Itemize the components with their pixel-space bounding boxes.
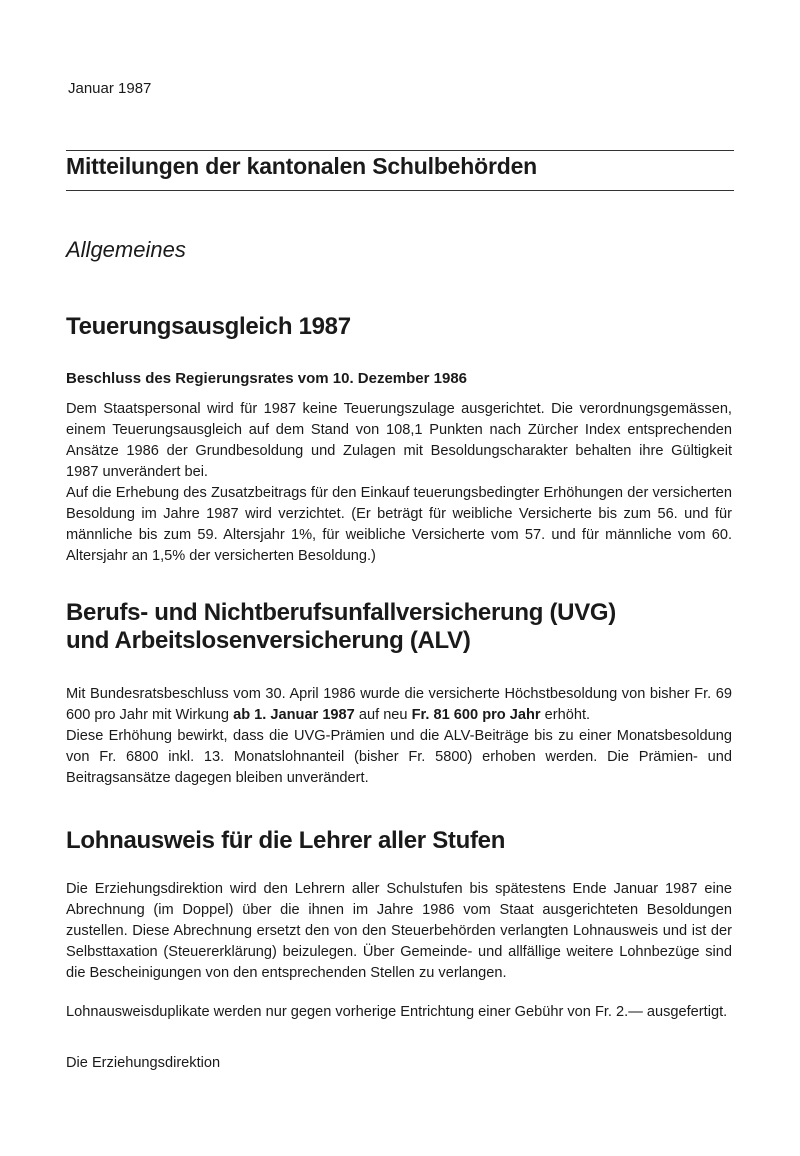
- section1-subheading: Beschluss des Regierungsrates vom 10. Dezember 1986: [66, 370, 468, 387]
- section2-heading-line-2: und Arbeitslosenversicherung (ALV): [66, 627, 471, 654]
- section1-heading: Teuerungsausgleich 1987: [66, 313, 351, 340]
- masthead-rule-top: [66, 150, 734, 151]
- text-run: erhöht.: [540, 707, 591, 723]
- section3-paragraph-1: Die Erziehungsdirektion wird den Lehrern aller Schulstufen bis spätestens Ende Januar 1987 eine Abrechnung (im Doppel) über die ihnen im Jahre 1986 vom Staat ausgerichteten Besoldungen zustellen. Diese Abrechnung ersetzt den von den Steuerbehörden verlangten Lohnausweis und ist der Selbsttaxation (Steuererklärung) beizulegen. Über Gemeinde- und allfällige weitere Lohnbezüge sind die Bescheinigungen von den entsprechenden Stellen zu verlangen.: [66, 881, 732, 981]
- masthead-title: Mitteilungen der kantonalen Schulbehörden: [66, 153, 538, 179]
- section-kicker: Allgemeines: [66, 237, 186, 262]
- section2-paragraph-2: Diese Erhöhung bewirkt, dass die UVG-Prämien und die ALV-Beiträge bis zu einer Monatsbesoldung von Fr. 6800 inkl. 13. Monatslohnanteil (bisher Fr. 5800) erhoben werden. Die Prämien- und Beitragsansätze dagegen bleiben unverändert.: [66, 728, 732, 786]
- section1-paragraph-2: Auf die Erhebung des Zusatzbeitrags für den Einkauf teuerungsbedingter Erhöhungen der versicherten Besoldung im Jahre 1987 wird verzichtet. (Er beträgt für weibliche Versicherte bis zum 56. und für männliche bis zum 59. Altersjahr 1%, für weibliche Versicherte vom 57. und für männliche vom 60. Altersjahr an 1,5% der versicherten Besoldung.): [66, 485, 732, 564]
- text-run: Mit Bundesratsbeschluss vom 30. April 1986 wurde die versicherte Höchstbesoldung von bisher Fr. 69 600 pro Jahr mit Wirkung: [66, 686, 732, 723]
- text-run: auf neu: [354, 707, 412, 723]
- section3-paragraph-2: Lohnausweisduplikate werden nur gegen vorherige Entrichtung einer Gebühr von Fr. 2.— ausgefertigt.: [66, 1004, 728, 1020]
- issue-date: Januar 1987: [68, 80, 152, 97]
- masthead-rule-bottom: [66, 190, 734, 191]
- section2-heading: [66, 599, 616, 655]
- section3-heading: Lohnausweis für die Lehrer aller Stufen: [66, 827, 506, 854]
- section1-paragraph-1: Dem Staatspersonal wird für 1987 keine Teuerungszulage ausgerichtet. Die verordnungsgemässen, einem Teuerungsausgleich auf dem Stand von 108,1 Punkten nach Zürcher Index entsprechenden Ansätze 1986 der Grundbesoldung und Zulagen mit Besoldungscharakter behalten ihre Gültigkeit 1987 unverändert bei.: [66, 401, 732, 480]
- section2-heading-line-1: Berufs- und Nichtberufsunfallversicherung (UVG): [66, 599, 616, 626]
- bold-amount: Fr. 81 600 pro Jahr: [411, 707, 541, 723]
- bold-date: ab 1. Januar 1987: [233, 707, 355, 723]
- section2-paragraph-1: [66, 684, 732, 726]
- signature: Die Erziehungsdirektion: [66, 1055, 221, 1071]
